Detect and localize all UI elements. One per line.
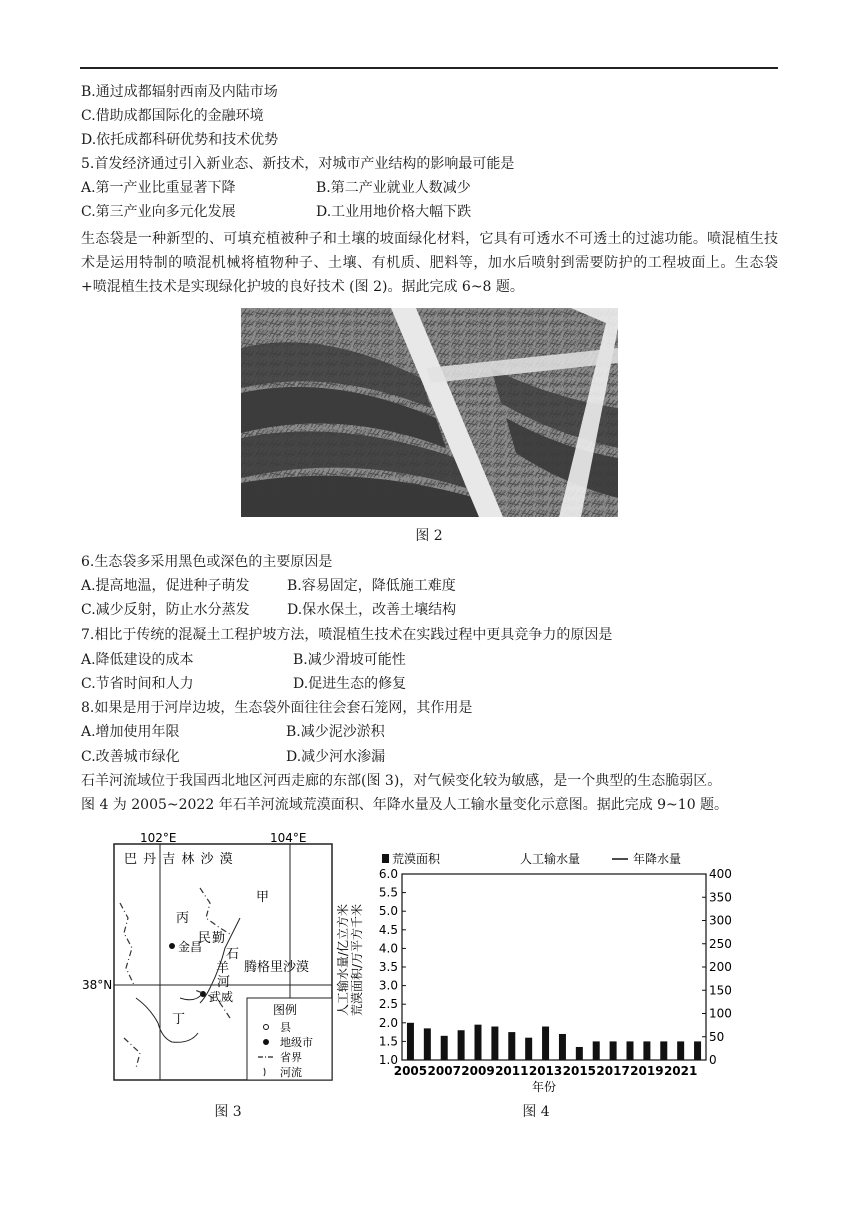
header-rule (80, 67, 778, 69)
badain-jaran-desert-label: 巴 丹 吉 林 沙 漠 (124, 852, 234, 867)
desert-area-bar (424, 1028, 431, 1060)
wuwei-label: 武威 (209, 990, 234, 1004)
river-tributary-west (136, 998, 198, 1042)
y-tick-label-right: 200 (709, 960, 732, 974)
place-ding-label: 丁 (172, 1012, 186, 1027)
x-axis-title: 年份 (531, 1080, 557, 1094)
desert-area-bar (475, 1025, 482, 1060)
x-tick-label: 2021 (663, 1064, 698, 1078)
jinchang-marker (169, 943, 175, 949)
river-label-2: 羊 (216, 961, 230, 976)
q5-option-d: D.工业用地价格大幅下跌 (316, 204, 472, 220)
q8-option-d: D.减少河水渗漏 (286, 749, 386, 765)
figure-4-chart (334, 848, 732, 1096)
desert-area-bar (593, 1041, 600, 1060)
q5-option-b: B.第二产业就业人数减少 (316, 180, 471, 196)
q8-option-c: C.改善城市绿化 (81, 749, 180, 765)
desert-area-bar (542, 1027, 549, 1060)
x-tick-label: 2019 (630, 1064, 664, 1078)
q4-option-c: C.借助成都国际化的金融环境 (81, 108, 264, 124)
desert-area-bar (660, 1041, 667, 1060)
material-9-10-line2: 图 4 为 2005~2022 年石羊河流域荒漠面积、年降水量及人工输水量变化示意图。据此完成 9~10 题。 (81, 797, 729, 813)
desert-area-bar (627, 1041, 634, 1060)
lon-104-label: 104°E (270, 831, 307, 845)
y-tick-label-left: 1.5 (378, 1034, 398, 1049)
q7-option-d: D.促进生态的修复 (293, 676, 407, 692)
x-tick-label: 2015 (562, 1064, 597, 1078)
legend-precip-label: 年降水量 (633, 852, 682, 866)
q5-option-a: A.第一产业比重显著下降 (81, 180, 236, 196)
y-axis-label-left-2: 荒漠面积/万平方千米 (350, 903, 364, 1017)
river-tributary-middle (180, 994, 202, 1000)
y-tick-label-right: 300 (709, 913, 732, 928)
y-tick-label-right: 400 (709, 867, 732, 881)
figure-2-caption: 图 2 (415, 528, 443, 544)
q6-option-b: B.容易固定，降低施工难度 (287, 578, 456, 594)
desert-area-bar (694, 1041, 701, 1060)
province-border-southwest (124, 1038, 140, 1068)
q8-stem: 8.如果是用于河岸边坡，生态袋外面往往会套石笼网，其作用是 (81, 700, 473, 716)
lat-38-label: 38°N (82, 978, 113, 992)
y-tick-label-left: 3.5 (378, 960, 398, 974)
y-tick-label-left: 1.0 (378, 1053, 398, 1067)
province-border-west (120, 903, 134, 985)
minqin-label-1: 民 (198, 931, 212, 946)
q5-stem: 5.首发经济通过引入新业态、新技术，对城市产业结构的影响最可能是 (81, 156, 515, 172)
desert-area-bar (458, 1030, 465, 1060)
x-tick-label: 2007 (427, 1064, 461, 1078)
y-tick-label-left: 4.0 (378, 941, 398, 956)
material-6-8: 生态袋是一种新型的、可填充植被种子和土壤的坡面绿化材料，它具有可透水不可透土的过滤功能。喷混植生技术是运用特制的喷混机械将植物种子、土壤、有机质、肥料等，加水后喷射到需要防护的工程坡面上。生态袋+喷混植生技术是实现绿化护坡的良好技术 (图 2)。据此完成 6~8 题。 (81, 231, 778, 295)
q6-option-c: C.减少反射，防止水分蒸发 (81, 602, 250, 618)
x-tick-label: 2011 (495, 1064, 529, 1078)
jinchang-label: 金昌 (178, 940, 203, 954)
x-tick-label: 2017 (596, 1064, 630, 1078)
q7-option-b: B.减少滑坡可能性 (293, 652, 406, 668)
legend-city-symbol (263, 1039, 269, 1045)
y-tick-label-right: 50 (709, 1029, 725, 1044)
legend-desert-swatch (382, 854, 389, 863)
q4-option-d: D.依托成都科研优势和技术优势 (81, 132, 279, 148)
q4-option-b: B.通过成都辐射西南及内陆市场 (81, 84, 278, 100)
q7-option-c: C.节省时间和人力 (81, 676, 194, 692)
y-tick-label-right: 100 (709, 1006, 732, 1021)
y-tick-label-right: 0 (709, 1053, 717, 1067)
place-bing-label: 丙 (176, 911, 190, 926)
river-label-1: 石 (226, 947, 240, 962)
desert-area-bar (407, 1023, 414, 1060)
figure-3-map (80, 828, 348, 1090)
desert-area-bar (508, 1032, 515, 1060)
y-tick-label-right: 150 (709, 983, 732, 998)
place-jia-label: 甲 (256, 890, 270, 905)
legend-border-label: 省界 (280, 1051, 302, 1064)
legend-title: 图例 (273, 1003, 298, 1017)
y-tick-label-left: 6.0 (378, 867, 398, 881)
q8-option-a: A.增加使用年限 (81, 724, 180, 740)
q7-option-a: A.降低建设的成本 (81, 652, 194, 668)
legend-river-label: 河流 (280, 1066, 302, 1079)
material-9-10-line1: 石羊河流域位于我国西北地区河西走廊的东部(图 3)，对气候变化较为敏感，是一个典型的生态脆弱区。 (81, 773, 722, 789)
y-tick-label-left: 5.5 (378, 885, 398, 900)
river-label-3: 河 (217, 975, 231, 990)
x-tick-label: 2013 (528, 1064, 563, 1078)
lon-102-label: 102°E (140, 831, 177, 845)
minqin-label-2: 勤 (212, 931, 226, 946)
legend-water-label: 人工输水量 (520, 852, 581, 866)
q7-stem: 7.相比于传统的混凝土工程护坡方法，喷混植生技术在实践过程中更具竞争力的原因是 (81, 627, 613, 643)
q6-option-a: A.提高地温，促进种子萌发 (81, 578, 250, 594)
legend-desert-label: 荒漠面积 (392, 852, 441, 866)
q6-stem: 6.生态袋多采用黑色或深色的主要原因是 (81, 554, 333, 570)
x-tick-label: 2005 (393, 1064, 428, 1078)
slope-photo (241, 308, 618, 517)
desert-area-bar (525, 1038, 532, 1060)
q6-option-d: D.保水保土，改善土壤结构 (287, 602, 457, 618)
y-tick-label-left: 2.0 (378, 1015, 398, 1030)
y-tick-label-left: 2.5 (378, 997, 398, 1012)
figure-4-caption: 图 4 (522, 1104, 550, 1120)
q8-option-b: B.减少泥沙淤积 (286, 724, 385, 740)
plot-frame (402, 874, 706, 1060)
desert-area-bar (559, 1034, 566, 1060)
y-tick-label-left: 3.0 (378, 978, 398, 993)
y-tick-label-left: 5.0 (378, 904, 398, 919)
q5-option-c: C.第三产业向多元化发展 (81, 204, 236, 220)
y-tick-label-right: 250 (709, 936, 732, 951)
y-tick-label-left: 4.5 (378, 922, 398, 937)
province-border-north (200, 888, 230, 934)
y-axis-label-left-1: 人工输水量/亿立方米 (336, 903, 350, 1017)
legend-city-label: 地级市 (280, 1036, 313, 1049)
x-tick-label: 2009 (461, 1064, 495, 1078)
desert-area-bar (491, 1027, 498, 1060)
tengger-desert-label: 腾格里沙漠 (244, 960, 310, 975)
y-tick-label-right: 350 (709, 890, 732, 905)
figure-3-caption: 图 3 (214, 1104, 242, 1120)
legend-county-label: 县 (280, 1021, 291, 1034)
